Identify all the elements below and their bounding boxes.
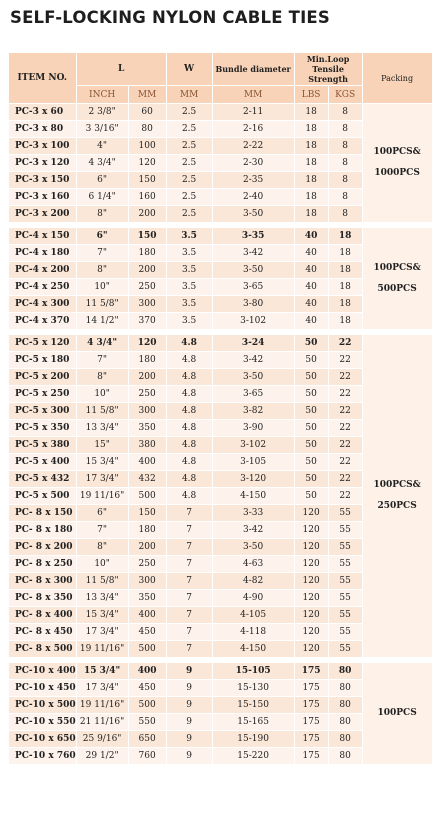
width-mm-cell: 4.8 (166, 335, 212, 352)
bundle-diameter-cell: 3-82 (212, 403, 294, 420)
bundle-diameter-cell: 15-150 (212, 697, 294, 714)
length-mm-cell: 120 (128, 335, 166, 352)
bundle-diameter-cell: 3-120 (212, 471, 294, 488)
width-mm-cell: 4.8 (166, 454, 212, 471)
bundle-diameter-cell: 2-11 (212, 104, 294, 121)
width-mm-cell: 7 (166, 573, 212, 590)
width-mm-cell: 2.5 (166, 206, 212, 223)
length-inch-cell: 15 3/4" (76, 607, 128, 624)
bundle-diameter-cell: 4-63 (212, 556, 294, 573)
tensile-lbs-cell: 120 (294, 556, 328, 573)
width-mm-cell: 2.5 (166, 189, 212, 206)
bundle-diameter-cell: 2-22 (212, 138, 294, 155)
tensile-lbs-cell: 175 (294, 663, 328, 680)
tensile-lbs-cell: 18 (294, 121, 328, 138)
item-no-cell: PC-10 x 400 (9, 663, 77, 680)
width-mm-cell: 4.8 (166, 369, 212, 386)
packing-cell: 100PCS& 250PCS (362, 335, 432, 658)
length-mm-cell: 760 (128, 748, 166, 765)
item-no-cell: PC-5 x 250 (9, 386, 77, 403)
bundle-diameter-cell: 3-105 (212, 454, 294, 471)
tensile-kgs-cell: 80 (328, 714, 362, 731)
tensile-lbs-cell: 50 (294, 352, 328, 369)
tensile-lbs-cell: 175 (294, 680, 328, 697)
tensile-kgs-cell: 8 (328, 189, 362, 206)
width-mm-cell: 7 (166, 505, 212, 522)
bundle-diameter-cell: 3-65 (212, 386, 294, 403)
tensile-lbs-cell: 40 (294, 262, 328, 279)
tensile-kgs-cell: 22 (328, 335, 362, 352)
length-inch-cell: 7" (76, 522, 128, 539)
bundle-diameter-cell: 15-130 (212, 680, 294, 697)
width-mm-cell: 4.8 (166, 403, 212, 420)
item-no-cell: PC- 8 x 450 (9, 624, 77, 641)
item-no-cell: PC-10 x 450 (9, 680, 77, 697)
tensile-lbs-cell: 18 (294, 206, 328, 223)
tensile-kgs-cell: 22 (328, 437, 362, 454)
tensile-lbs-cell: 175 (294, 714, 328, 731)
bundle-diameter-cell: 3-33 (212, 505, 294, 522)
tensile-kgs-cell: 22 (328, 386, 362, 403)
length-mm-cell: 60 (128, 104, 166, 121)
length-mm-cell: 500 (128, 697, 166, 714)
length-inch-cell: 15 3/4" (76, 663, 128, 680)
length-inch-cell: 7" (76, 245, 128, 262)
width-mm-cell: 2.5 (166, 155, 212, 172)
tensile-lbs-cell: 175 (294, 748, 328, 765)
header-width-mm: MM (166, 86, 212, 104)
tensile-lbs-cell: 50 (294, 454, 328, 471)
bundle-diameter-cell: 3-42 (212, 522, 294, 539)
header-inch: INCH (76, 86, 128, 104)
tensile-lbs-cell: 40 (294, 313, 328, 330)
length-inch-cell: 17 3/4" (76, 680, 128, 697)
length-inch-cell: 7" (76, 352, 128, 369)
tensile-kgs-cell: 55 (328, 539, 362, 556)
tensile-kgs-cell: 22 (328, 471, 362, 488)
item-no-cell: PC-3 x 60 (9, 104, 77, 121)
tensile-kgs-cell: 18 (328, 228, 362, 245)
tensile-lbs-cell: 120 (294, 607, 328, 624)
header-bundle-diameter: Bundle diameter (212, 53, 294, 86)
tensile-lbs-cell: 18 (294, 155, 328, 172)
bundle-diameter-cell: 3-24 (212, 335, 294, 352)
bundle-diameter-cell: 3-102 (212, 313, 294, 330)
bundle-diameter-cell: 3-42 (212, 245, 294, 262)
tensile-lbs-cell: 120 (294, 590, 328, 607)
tensile-kgs-cell: 55 (328, 590, 362, 607)
length-inch-cell: 11 5/8" (76, 296, 128, 313)
table-row (9, 335, 433, 352)
length-inch-cell: 17 3/4" (76, 624, 128, 641)
item-no-cell: PC-4 x 250 (9, 279, 77, 296)
length-mm-cell: 180 (128, 245, 166, 262)
tensile-lbs-cell: 50 (294, 386, 328, 403)
header-width: W (166, 53, 212, 86)
width-mm-cell: 4.8 (166, 488, 212, 505)
width-mm-cell: 9 (166, 697, 212, 714)
tensile-kgs-cell: 8 (328, 206, 362, 223)
bundle-diameter-cell: 15-105 (212, 663, 294, 680)
tensile-lbs-cell: 18 (294, 104, 328, 121)
width-mm-cell: 3.5 (166, 313, 212, 330)
length-inch-cell: 11 5/8" (76, 403, 128, 420)
bundle-diameter-cell: 4-90 (212, 590, 294, 607)
tensile-lbs-cell: 120 (294, 539, 328, 556)
length-mm-cell: 500 (128, 641, 166, 658)
item-no-cell: PC-5 x 400 (9, 454, 77, 471)
length-mm-cell: 80 (128, 121, 166, 138)
table-row (9, 104, 433, 121)
length-mm-cell: 370 (128, 313, 166, 330)
tensile-kgs-cell: 18 (328, 279, 362, 296)
length-mm-cell: 400 (128, 454, 166, 471)
bundle-diameter-cell: 3-90 (212, 420, 294, 437)
length-inch-cell: 15 3/4" (76, 454, 128, 471)
item-no-cell: PC-5 x 350 (9, 420, 77, 437)
length-mm-cell: 350 (128, 420, 166, 437)
length-mm-cell: 200 (128, 539, 166, 556)
width-mm-cell: 7 (166, 539, 212, 556)
width-mm-cell: 4.8 (166, 437, 212, 454)
table-row (9, 663, 433, 680)
tensile-lbs-cell: 50 (294, 437, 328, 454)
tensile-kgs-cell: 8 (328, 172, 362, 189)
tensile-lbs-cell: 120 (294, 573, 328, 590)
width-mm-cell: 4.8 (166, 471, 212, 488)
packing-cell: 100PCS (362, 663, 432, 765)
page-title: SELF-LOCKING NYLON CABLE TIES (10, 8, 330, 27)
length-inch-cell: 25 9/16" (76, 731, 128, 748)
length-inch-cell: 14 1/2" (76, 313, 128, 330)
tensile-kgs-cell: 55 (328, 505, 362, 522)
length-mm-cell: 450 (128, 624, 166, 641)
item-no-cell: PC-5 x 120 (9, 335, 77, 352)
length-inch-cell: 10" (76, 556, 128, 573)
tensile-kgs-cell: 8 (328, 104, 362, 121)
length-inch-cell: 6" (76, 228, 128, 245)
item-no-cell: PC-5 x 380 (9, 437, 77, 454)
tensile-kgs-cell: 18 (328, 313, 362, 330)
length-mm-cell: 180 (128, 352, 166, 369)
tensile-lbs-cell: 50 (294, 369, 328, 386)
item-no-cell: PC-5 x 300 (9, 403, 77, 420)
length-inch-cell: 2 3/8" (76, 104, 128, 121)
length-mm-cell: 300 (128, 573, 166, 590)
table-row (9, 228, 433, 245)
tensile-kgs-cell: 55 (328, 624, 362, 641)
item-no-cell: PC- 8 x 300 (9, 573, 77, 590)
length-inch-cell: 4 3/4" (76, 155, 128, 172)
item-no-cell: PC- 8 x 400 (9, 607, 77, 624)
bundle-diameter-cell: 3-50 (212, 206, 294, 223)
tensile-lbs-cell: 120 (294, 522, 328, 539)
header-mm: MM (128, 86, 166, 104)
length-inch-cell: 21 11/16" (76, 714, 128, 731)
bundle-diameter-cell: 15-165 (212, 714, 294, 731)
bundle-diameter-cell: 15-190 (212, 731, 294, 748)
item-no-cell: PC-3 x 160 (9, 189, 77, 206)
item-no-cell: PC-5 x 200 (9, 369, 77, 386)
spec-table-body (9, 104, 433, 765)
item-no-cell: PC-4 x 300 (9, 296, 77, 313)
length-mm-cell: 400 (128, 663, 166, 680)
bundle-diameter-cell: 3-35 (212, 228, 294, 245)
length-mm-cell: 180 (128, 522, 166, 539)
tensile-lbs-cell: 50 (294, 488, 328, 505)
length-inch-cell: 13 3/4" (76, 590, 128, 607)
length-inch-cell: 4" (76, 138, 128, 155)
width-mm-cell: 7 (166, 607, 212, 624)
length-mm-cell: 200 (128, 206, 166, 223)
tensile-kgs-cell: 18 (328, 296, 362, 313)
length-inch-cell: 19 11/16" (76, 697, 128, 714)
width-mm-cell: 3.5 (166, 296, 212, 313)
tensile-lbs-cell: 120 (294, 505, 328, 522)
width-mm-cell: 7 (166, 624, 212, 641)
width-mm-cell: 3.5 (166, 228, 212, 245)
length-mm-cell: 250 (128, 279, 166, 296)
length-inch-cell: 17 3/4" (76, 471, 128, 488)
length-mm-cell: 650 (128, 731, 166, 748)
length-inch-cell: 8" (76, 539, 128, 556)
item-no-cell: PC- 8 x 180 (9, 522, 77, 539)
item-no-cell: PC-5 x 500 (9, 488, 77, 505)
tensile-lbs-cell: 120 (294, 624, 328, 641)
tensile-kgs-cell: 80 (328, 731, 362, 748)
header-bundle-mm: MM (212, 86, 294, 104)
width-mm-cell: 4.8 (166, 420, 212, 437)
length-mm-cell: 432 (128, 471, 166, 488)
width-mm-cell: 3.5 (166, 245, 212, 262)
header-length: L (76, 53, 166, 86)
tensile-kgs-cell: 18 (328, 262, 362, 279)
item-no-cell: PC-10 x 760 (9, 748, 77, 765)
tensile-lbs-cell: 40 (294, 296, 328, 313)
length-inch-cell: 10" (76, 386, 128, 403)
length-mm-cell: 300 (128, 403, 166, 420)
length-mm-cell: 500 (128, 488, 166, 505)
tensile-lbs-cell: 18 (294, 172, 328, 189)
length-inch-cell: 6" (76, 505, 128, 522)
tensile-kgs-cell: 80 (328, 697, 362, 714)
length-mm-cell: 150 (128, 172, 166, 189)
tensile-lbs-cell: 18 (294, 138, 328, 155)
item-no-cell: PC-3 x 200 (9, 206, 77, 223)
item-no-cell: PC-10 x 650 (9, 731, 77, 748)
tensile-kgs-cell: 55 (328, 556, 362, 573)
tensile-kgs-cell: 22 (328, 420, 362, 437)
packing-cell: 100PCS& 1000PCS (362, 104, 432, 223)
width-mm-cell: 7 (166, 641, 212, 658)
bundle-diameter-cell: 3-80 (212, 296, 294, 313)
item-no-cell: PC- 8 x 350 (9, 590, 77, 607)
tensile-kgs-cell: 8 (328, 155, 362, 172)
length-inch-cell: 8" (76, 369, 128, 386)
length-mm-cell: 160 (128, 189, 166, 206)
tensile-kgs-cell: 55 (328, 573, 362, 590)
tensile-kgs-cell: 18 (328, 245, 362, 262)
bundle-diameter-cell: 4-150 (212, 488, 294, 505)
tensile-kgs-cell: 8 (328, 138, 362, 155)
tensile-lbs-cell: 40 (294, 245, 328, 262)
tensile-lbs-cell: 50 (294, 335, 328, 352)
bundle-diameter-cell: 3-42 (212, 352, 294, 369)
item-no-cell: PC-5 x 432 (9, 471, 77, 488)
tensile-lbs-cell: 40 (294, 279, 328, 296)
item-no-cell: PC-3 x 120 (9, 155, 77, 172)
width-mm-cell: 2.5 (166, 121, 212, 138)
bundle-diameter-cell: 4-118 (212, 624, 294, 641)
header-lbs: LBS (294, 86, 328, 104)
tensile-kgs-cell: 55 (328, 641, 362, 658)
tensile-lbs-cell: 50 (294, 403, 328, 420)
item-no-cell: PC- 8 x 150 (9, 505, 77, 522)
bundle-diameter-cell: 4-82 (212, 573, 294, 590)
length-mm-cell: 550 (128, 714, 166, 731)
length-inch-cell: 29 1/2" (76, 748, 128, 765)
tensile-kgs-cell: 8 (328, 121, 362, 138)
tensile-kgs-cell: 55 (328, 607, 362, 624)
length-inch-cell: 8" (76, 206, 128, 223)
bundle-diameter-cell: 3-50 (212, 539, 294, 556)
length-mm-cell: 400 (128, 607, 166, 624)
width-mm-cell: 7 (166, 590, 212, 607)
tensile-kgs-cell: 22 (328, 454, 362, 471)
packing-cell: 100PCS& 500PCS (362, 228, 432, 330)
length-mm-cell: 200 (128, 369, 166, 386)
item-no-cell: PC- 8 x 500 (9, 641, 77, 658)
header-tensile-strength: Min.Loop Tensile Strength (294, 53, 362, 86)
width-mm-cell: 2.5 (166, 138, 212, 155)
tensile-lbs-cell: 175 (294, 697, 328, 714)
tensile-kgs-cell: 22 (328, 403, 362, 420)
item-no-cell: PC-4 x 180 (9, 245, 77, 262)
tensile-kgs-cell: 55 (328, 522, 362, 539)
bundle-diameter-cell: 2-35 (212, 172, 294, 189)
length-inch-cell: 3 3/16" (76, 121, 128, 138)
bundle-diameter-cell: 2-30 (212, 155, 294, 172)
tensile-kgs-cell: 80 (328, 680, 362, 697)
width-mm-cell: 4.8 (166, 352, 212, 369)
length-mm-cell: 350 (128, 590, 166, 607)
length-mm-cell: 300 (128, 296, 166, 313)
item-no-cell: PC-3 x 100 (9, 138, 77, 155)
bundle-diameter-cell: 15-220 (212, 748, 294, 765)
spec-table (8, 52, 433, 765)
item-no-cell: PC-4 x 200 (9, 262, 77, 279)
length-inch-cell: 6 1/4" (76, 189, 128, 206)
bundle-diameter-cell: 3-50 (212, 262, 294, 279)
tensile-lbs-cell: 40 (294, 228, 328, 245)
length-inch-cell: 13 3/4" (76, 420, 128, 437)
width-mm-cell: 9 (166, 748, 212, 765)
tensile-kgs-cell: 22 (328, 352, 362, 369)
bundle-diameter-cell: 2-40 (212, 189, 294, 206)
bundle-diameter-cell: 3-65 (212, 279, 294, 296)
length-mm-cell: 150 (128, 228, 166, 245)
width-mm-cell: 9 (166, 731, 212, 748)
tensile-kgs-cell: 22 (328, 369, 362, 386)
item-no-cell: PC-3 x 150 (9, 172, 77, 189)
length-inch-cell: 8" (76, 262, 128, 279)
item-no-cell: PC-10 x 550 (9, 714, 77, 731)
length-inch-cell: 4 3/4" (76, 335, 128, 352)
item-no-cell: PC-10 x 500 (9, 697, 77, 714)
width-mm-cell: 2.5 (166, 104, 212, 121)
tensile-lbs-cell: 18 (294, 189, 328, 206)
bundle-diameter-cell: 3-50 (212, 369, 294, 386)
length-mm-cell: 100 (128, 138, 166, 155)
tensile-kgs-cell: 80 (328, 663, 362, 680)
width-mm-cell: 9 (166, 680, 212, 697)
item-no-cell: PC-3 x 80 (9, 121, 77, 138)
width-mm-cell: 9 (166, 714, 212, 731)
width-mm-cell: 4.8 (166, 386, 212, 403)
item-no-cell: PC-4 x 370 (9, 313, 77, 330)
header-packing: Packing (362, 53, 432, 104)
length-mm-cell: 120 (128, 155, 166, 172)
bundle-diameter-cell: 2-16 (212, 121, 294, 138)
width-mm-cell: 7 (166, 556, 212, 573)
bundle-diameter-cell: 3-102 (212, 437, 294, 454)
bundle-diameter-cell: 4-150 (212, 641, 294, 658)
width-mm-cell: 3.5 (166, 279, 212, 296)
header-item-no: ITEM NO. (9, 53, 77, 104)
tensile-kgs-cell: 22 (328, 488, 362, 505)
tensile-lbs-cell: 50 (294, 420, 328, 437)
length-inch-cell: 10" (76, 279, 128, 296)
length-mm-cell: 250 (128, 556, 166, 573)
length-inch-cell: 6" (76, 172, 128, 189)
item-no-cell: PC-4 x 150 (9, 228, 77, 245)
width-mm-cell: 7 (166, 522, 212, 539)
length-inch-cell: 15" (76, 437, 128, 454)
width-mm-cell: 2.5 (166, 172, 212, 189)
item-no-cell: PC- 8 x 200 (9, 539, 77, 556)
width-mm-cell: 3.5 (166, 262, 212, 279)
item-no-cell: PC- 8 x 250 (9, 556, 77, 573)
header-kgs: KGS (328, 86, 362, 104)
length-mm-cell: 380 (128, 437, 166, 454)
length-inch-cell: 11 5/8" (76, 573, 128, 590)
tensile-lbs-cell: 120 (294, 641, 328, 658)
item-no-cell: PC-5 x 180 (9, 352, 77, 369)
length-inch-cell: 19 11/16" (76, 488, 128, 505)
length-mm-cell: 450 (128, 680, 166, 697)
bundle-diameter-cell: 4-105 (212, 607, 294, 624)
length-mm-cell: 250 (128, 386, 166, 403)
tensile-kgs-cell: 80 (328, 748, 362, 765)
tensile-lbs-cell: 50 (294, 471, 328, 488)
length-inch-cell: 19 11/16" (76, 641, 128, 658)
length-mm-cell: 150 (128, 505, 166, 522)
width-mm-cell: 9 (166, 663, 212, 680)
tensile-lbs-cell: 175 (294, 731, 328, 748)
length-mm-cell: 200 (128, 262, 166, 279)
